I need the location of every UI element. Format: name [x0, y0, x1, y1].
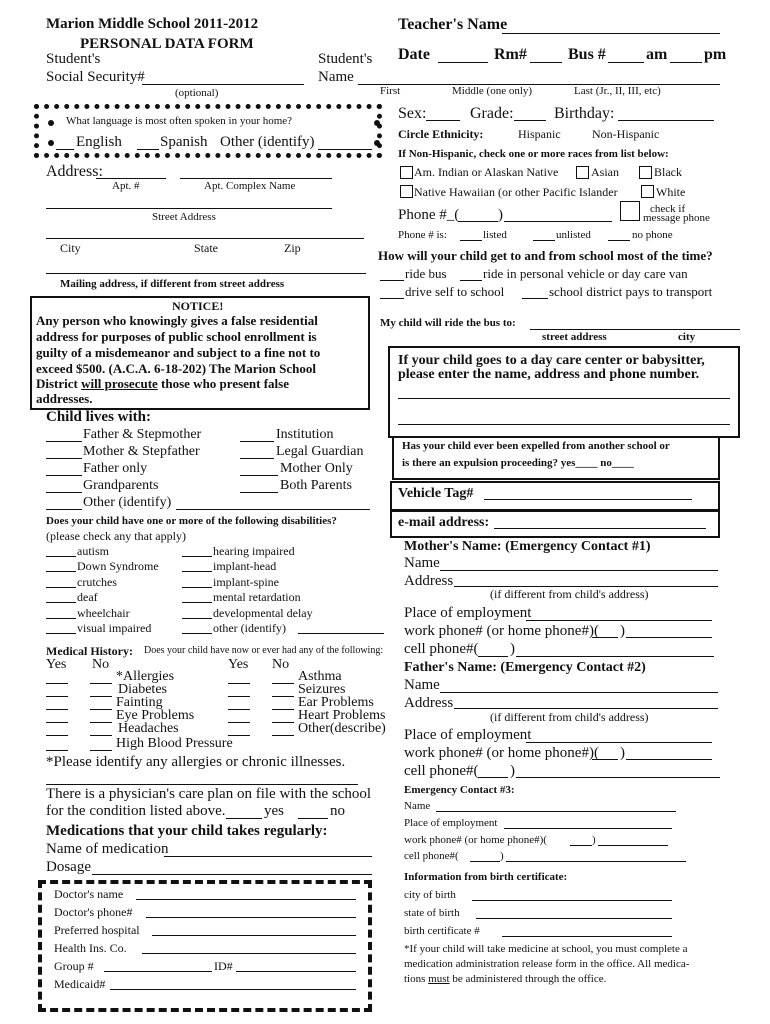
disability-blank[interactable]	[46, 602, 76, 603]
no-phone-option: no phone	[632, 229, 673, 241]
ssn-label-1: Student's	[46, 51, 101, 67]
contact3-name-field[interactable]	[436, 811, 676, 812]
mother-work-area-code[interactable]	[592, 637, 618, 638]
spanish-option: Spanish	[160, 134, 208, 150]
bullet-icon	[48, 120, 54, 126]
lives-with-option: Mother & Stepfather	[83, 444, 200, 459]
disability-blank[interactable]	[182, 602, 212, 603]
lives-with-option: Father only	[83, 461, 148, 476]
notice-line-5	[36, 377, 289, 391]
medical-condition: Diabetes	[118, 682, 167, 697]
mother-cell-field[interactable]	[516, 656, 714, 657]
medical-yes-blank[interactable]	[46, 722, 68, 723]
medical-yes-blank[interactable]	[46, 683, 68, 684]
medical-yes-blank[interactable]	[228, 696, 250, 697]
disability-option: implant-head	[213, 559, 277, 573]
listed-option: listed	[483, 229, 507, 241]
mother-address-caption: (if different from child's address)	[490, 587, 649, 601]
check-if-caption: check if	[650, 203, 686, 215]
ride-bus-blank[interactable]	[380, 280, 404, 281]
medical-no-header: No	[272, 657, 290, 672]
father-name-field[interactable]	[440, 692, 718, 693]
street-address-field[interactable]	[46, 208, 332, 209]
notice-line-2: address for purposes of public school enrollment is	[36, 329, 317, 344]
birth-city-label: city of birth	[404, 889, 456, 901]
birth-certificate-label: birth certificate #	[404, 925, 480, 937]
bus-street-caption: street address	[542, 331, 607, 343]
teacher-name-label: Teacher's Name	[398, 16, 508, 33]
no-phone-blank[interactable]	[608, 240, 630, 241]
language-question: What language is most often spoken in your home?	[66, 115, 293, 127]
vehicle-tag-field[interactable]	[484, 499, 692, 500]
contact3-work-label: work phone# (or home phone#)(	[404, 834, 547, 846]
student-name-label-2: Name	[318, 69, 354, 85]
bus-am-field[interactable]	[608, 62, 644, 63]
birth-city-field[interactable]	[472, 900, 672, 901]
disability-blank[interactable]	[46, 618, 76, 619]
lives-with-blank[interactable]	[240, 458, 274, 459]
disability-blank[interactable]	[182, 633, 212, 634]
phone-label: Phone #_(	[398, 207, 460, 223]
room-label: Rm#	[494, 46, 527, 63]
medical-no-blank[interactable]	[90, 735, 112, 736]
lives-with-option: Legal Guardian	[276, 444, 364, 459]
mailing-address-field[interactable]	[46, 273, 366, 274]
dosage-field[interactable]	[92, 874, 372, 875]
medicine-note-line-3	[404, 974, 606, 986]
district-pays-option: school district pays to transport	[549, 284, 713, 299]
contact3-work-field[interactable]	[598, 845, 668, 846]
white-label: White	[656, 185, 686, 199]
dosage-label: Dosage	[46, 859, 91, 875]
phone-is-label: Phone # is:	[398, 229, 447, 241]
medicaid-label: Medicaid#	[54, 977, 106, 991]
apt-complex-caption: Apt. Complex Name	[204, 180, 296, 192]
contact3-cell-label: cell phone#(	[404, 850, 459, 862]
notice-will-prosecute: will prosecute	[81, 376, 158, 391]
father-work-area-code[interactable]	[592, 759, 618, 760]
vehicle-tag-label: Vehicle Tag#	[398, 486, 474, 501]
lives-with-option: Grandparents	[83, 478, 159, 493]
lives-with-option: Other (identify)	[83, 495, 172, 510]
mother-work-phone-label: work phone# (or home phone#)(	[404, 623, 599, 639]
father-employment-label: Place of employment	[404, 727, 532, 743]
lives-with-other-field[interactable]	[176, 509, 370, 510]
ssn-field[interactable]	[142, 84, 304, 85]
am-label: am	[646, 46, 668, 63]
disability-option: autism	[77, 544, 109, 558]
medications-title: Medications that your child takes regularly:	[46, 823, 328, 839]
doctor-phone-field[interactable]	[146, 917, 356, 918]
date-label: Date	[398, 46, 430, 63]
id-field[interactable]	[236, 971, 356, 972]
medicaid-field[interactable]	[110, 989, 356, 990]
apt-number-caption: Apt. #	[112, 180, 140, 192]
lives-with-blank[interactable]	[46, 475, 82, 476]
race-instruction: If Non-Hispanic, check one or more races from list below:	[398, 148, 669, 160]
mother-cell-area-code[interactable]	[478, 656, 508, 657]
medical-condition: Headaches	[118, 721, 179, 736]
medical-no-blank[interactable]	[272, 696, 294, 697]
phone-paren-close: )	[498, 207, 503, 223]
contact3-employment-label: Place of employment	[404, 817, 498, 829]
medicine-note-end: be administered through the office.	[449, 973, 607, 985]
group-field[interactable]	[104, 971, 212, 972]
medical-condition: Eye Problems	[116, 708, 195, 723]
medical-yes-blank[interactable]	[46, 696, 68, 697]
mailing-address-caption: Mailing address, if different from street address	[60, 278, 285, 290]
medicine-note-line-2: medication administration release form in the office. All medica-	[404, 958, 690, 970]
medical-no-blank[interactable]	[272, 722, 294, 723]
mother-work-paren: )	[620, 623, 625, 639]
ssn-optional-note: (optional)	[175, 87, 219, 99]
pm-label: pm	[704, 46, 727, 63]
disability-option: wheelchair	[77, 606, 130, 620]
personal-vehicle-option: ride in personal vehicle or day care van	[483, 266, 688, 281]
disability-option: other (identify)	[213, 621, 286, 635]
mother-cell-label: cell phone#(	[404, 641, 479, 657]
medical-no-blank[interactable]	[272, 683, 294, 684]
state-caption: State	[194, 241, 218, 255]
medication-name-field[interactable]	[164, 856, 372, 857]
disability-blank[interactable]	[182, 556, 212, 557]
grade-field[interactable]	[514, 120, 546, 121]
contact3-cell-area-code[interactable]	[470, 861, 500, 862]
disability-option: mental retardation	[213, 590, 301, 604]
area-code-field[interactable]	[458, 221, 498, 222]
black-checkbox[interactable]	[639, 166, 652, 179]
care-plan-line-2: for the condition listed above.	[46, 803, 226, 819]
message-phone-caption: message phone	[643, 212, 710, 224]
daycare-field-2[interactable]	[398, 424, 730, 425]
medical-condition: High Blood Pressure	[116, 736, 233, 751]
care-plan-yes: yes	[264, 803, 284, 819]
bus-pm-field[interactable]	[670, 62, 702, 63]
mother-employment-field[interactable]	[526, 620, 712, 621]
hospital-label: Preferred hospital	[54, 923, 140, 937]
notice-line-4: exceed $500. (A.C.A. 6-18-202) The Marion School	[36, 361, 316, 376]
am-indian-checkbox[interactable]	[400, 166, 413, 179]
other-language-field[interactable]	[318, 149, 372, 150]
non-hispanic-option[interactable]: Non-Hispanic	[592, 127, 660, 141]
medical-no-blank[interactable]	[90, 696, 112, 697]
notice-line-5-end: those who present false	[157, 376, 289, 391]
doctor-phone-label: Doctor's phone#	[54, 905, 133, 919]
address-label: Address:	[46, 163, 103, 180]
birth-state-field[interactable]	[476, 918, 672, 919]
daycare-line-1: If your child goes to a day care center or babysitter,	[398, 353, 705, 368]
street-address-caption: Street Address	[152, 211, 216, 223]
daycare-line-2: please enter the name, address and phone number.	[398, 367, 700, 382]
notice-line-3: guilty of a misdemeanor and subject to a fine not to	[36, 345, 321, 360]
disability-option: developmental delay	[213, 606, 313, 620]
insurance-label: Health Ins. Co.	[54, 941, 127, 955]
medical-yes-blank[interactable]	[228, 709, 250, 710]
school-year: Marion Middle School 2011-2012	[46, 16, 259, 32]
apt-complex-field[interactable]	[180, 178, 332, 179]
contact3-name-label: Name	[404, 800, 431, 812]
medicine-note-must: must	[428, 973, 450, 985]
form-title: PERSONAL DATA FORM	[80, 36, 254, 52]
middle-name-caption: Middle (one only)	[452, 85, 533, 97]
personal-vehicle-blank[interactable]	[460, 280, 482, 281]
notice-line-6: addresses.	[36, 391, 93, 406]
doctor-name-label: Doctor's name	[54, 887, 124, 901]
disability-blank[interactable]	[182, 571, 212, 572]
email-label: e-mail address:	[398, 515, 490, 530]
bus-label: Bus #	[568, 46, 606, 63]
medical-no-blank[interactable]	[90, 709, 112, 710]
hospital-field[interactable]	[152, 935, 356, 936]
insurance-field[interactable]	[142, 953, 356, 954]
lives-with-option: Both Parents	[280, 478, 352, 493]
other-language-option: Other (identify)	[220, 134, 315, 150]
medicine-note-tions: tions	[404, 973, 429, 985]
zip-caption: Zip	[284, 241, 301, 255]
bus-city-caption: city	[678, 331, 696, 343]
father-cell-label: cell phone#(	[404, 763, 479, 779]
doctor-name-field[interactable]	[136, 899, 356, 900]
daycare-field-1[interactable]	[398, 398, 730, 399]
hawaiian-label: Native Hawaiian (or other Pacific Islander	[414, 185, 618, 199]
father-name-label: Name	[404, 677, 440, 693]
disability-option: hearing impaired	[213, 544, 295, 558]
father-cell-field[interactable]	[516, 777, 720, 778]
sex-field[interactable]	[426, 120, 460, 121]
medical-no-blank[interactable]	[272, 709, 294, 710]
mother-name-field[interactable]	[440, 570, 718, 571]
last-name-caption: Last (Jr., II, III, etc)	[574, 85, 661, 97]
email-field[interactable]	[494, 528, 706, 529]
mother-address-label: Address	[404, 573, 454, 589]
medical-no-blank[interactable]	[90, 750, 112, 751]
mother-title: Mother's Name: (Emergency Contact #1)	[404, 539, 651, 554]
white-checkbox[interactable]	[641, 185, 654, 198]
group-label: Group #	[54, 959, 94, 973]
medical-no-header: No	[92, 657, 110, 672]
message-phone-checkbox[interactable]	[620, 201, 640, 221]
medical-no-blank[interactable]	[272, 735, 294, 736]
sex-label: Sex:	[398, 105, 427, 122]
english-blank[interactable]	[56, 149, 74, 150]
care-plan-yes-blank[interactable]	[226, 818, 262, 819]
mother-employment-label: Place of employment	[404, 605, 532, 621]
disability-blank[interactable]	[46, 633, 76, 634]
medical-condition: Heart Problems	[298, 708, 386, 723]
notice-title: NOTICE!	[172, 299, 224, 313]
student-name-field[interactable]	[358, 84, 720, 85]
id-label: ID#	[214, 959, 233, 973]
medical-no-blank[interactable]	[90, 722, 112, 723]
teacher-name-field[interactable]	[502, 33, 720, 34]
medical-yes-blank[interactable]	[46, 709, 68, 710]
care-plan-no-blank[interactable]	[298, 818, 328, 819]
father-address-caption: (if different from child's address)	[490, 710, 649, 724]
medical-yes-header: Yes	[46, 657, 67, 672]
disability-option: crutches	[77, 575, 117, 589]
medical-yes-blank[interactable]	[228, 683, 250, 684]
disability-blank[interactable]	[46, 571, 76, 572]
spanish-blank[interactable]	[137, 149, 159, 150]
lives-with-blank[interactable]	[240, 492, 278, 493]
father-cell-area-code[interactable]	[478, 777, 508, 778]
lives-with-option: Mother Only	[280, 461, 353, 476]
lives-with-option: Institution	[276, 427, 334, 442]
city-caption: City	[60, 241, 81, 255]
notice-district-text: District	[36, 376, 82, 391]
disability-blank[interactable]	[182, 618, 212, 619]
birthday-label: Birthday:	[554, 105, 615, 122]
bullet-icon	[48, 140, 54, 146]
drive-self-option: drive self to school	[405, 284, 505, 299]
medical-history-title: Medical History:	[46, 644, 133, 658]
medical-condition: Fainting	[116, 695, 163, 710]
room-field[interactable]	[530, 62, 562, 63]
drive-self-blank[interactable]	[380, 298, 404, 299]
bullet-icon	[374, 140, 380, 146]
father-work-phone-field[interactable]	[626, 759, 712, 760]
asian-checkbox[interactable]	[576, 166, 589, 179]
contact3-employment-field[interactable]	[504, 828, 672, 829]
disability-blank[interactable]	[46, 556, 76, 557]
lives-with-title: Child lives with:	[46, 409, 152, 425]
bus-to-label: My child will ride the bus to:	[380, 317, 516, 329]
father-cell-paren: )	[510, 763, 515, 779]
am-indian-label: Am. Indian or Alaskan Native	[414, 165, 559, 179]
father-employment-field[interactable]	[526, 742, 712, 743]
apt-number-field[interactable]	[96, 178, 166, 179]
listed-blank[interactable]	[460, 240, 482, 241]
medical-yes-blank[interactable]	[228, 735, 250, 736]
medical-condition: *Allergies	[116, 669, 175, 684]
contact3-cell-field[interactable]	[506, 861, 686, 862]
medical-yes-blank[interactable]	[46, 735, 68, 736]
medical-condition: Seizures	[298, 682, 346, 697]
birth-state-label: state of birth	[404, 907, 460, 919]
medicine-note-line-1: *If your child will take medicine at school, you must complete a	[404, 943, 688, 955]
disability-option: implant-spine	[213, 575, 279, 589]
bullet-icon	[374, 120, 380, 126]
contact3-work-paren: )	[592, 834, 596, 846]
lives-with-blank[interactable]	[46, 441, 82, 442]
contact3-cell-paren: )	[500, 850, 504, 862]
medical-yes-blank[interactable]	[228, 722, 250, 723]
date-field[interactable]	[438, 62, 488, 63]
allergy-field[interactable]	[46, 784, 358, 785]
mother-name-label: Name	[404, 555, 440, 571]
lives-with-blank[interactable]	[46, 509, 82, 510]
unlisted-blank[interactable]	[533, 240, 555, 241]
disability-option: deaf	[77, 590, 98, 604]
district-pays-blank[interactable]	[522, 298, 548, 299]
lives-with-blank[interactable]	[46, 492, 82, 493]
care-plan-no: no	[330, 803, 345, 819]
medical-condition: Ear Problems	[298, 695, 374, 710]
english-option: English	[76, 134, 122, 150]
ethnicity-label: Circle Ethnicity:	[398, 127, 484, 141]
disabilities-note: (please check any that apply)	[46, 529, 186, 543]
hawaiian-checkbox[interactable]	[400, 185, 413, 198]
disability-option: Down Syndrome	[77, 559, 159, 573]
other-disability-field[interactable]	[298, 633, 384, 634]
medical-yes-header: Yes	[228, 657, 249, 672]
mother-cell-paren: )	[510, 641, 515, 657]
asian-label: Asian	[591, 165, 619, 179]
ssn-label-2: Social Security#	[46, 69, 145, 85]
medical-yes-blank[interactable]	[46, 750, 68, 751]
medical-condition: Other(describe)	[298, 721, 386, 736]
black-label: Black	[654, 165, 682, 179]
birth-certificate-field[interactable]	[502, 936, 672, 937]
phone-number-field[interactable]	[504, 221, 612, 222]
notice-line-1: Any person who knowingly gives a false residential	[36, 313, 318, 328]
father-address-field[interactable]	[454, 708, 718, 709]
disability-option: visual impaired	[77, 621, 152, 635]
city-state-zip-field[interactable]	[46, 238, 364, 239]
grade-label: Grade:	[470, 105, 514, 122]
expulsion-line-2[interactable]: is there an expulsion proceeding? yes____ no____	[402, 457, 634, 469]
father-work-phone-label: work phone# (or home phone#)(	[404, 745, 599, 761]
contact3-title: Emergency Contact #3:	[404, 784, 515, 796]
ride-bus-option: ride bus	[405, 266, 447, 281]
father-work-paren: )	[620, 745, 625, 761]
student-name-label-1: Student's	[318, 51, 373, 67]
transport-question: How will your child get to and from school most of the time?	[378, 248, 713, 263]
disabilities-question: Does your child have one or more of the following disabilities?	[46, 515, 337, 527]
medication-name-label: Name of medication	[46, 841, 169, 857]
medical-no-blank[interactable]	[90, 683, 112, 684]
first-name-caption: First	[380, 85, 401, 97]
medical-history-subtitle: Does your child have now or ever had any of the following:	[144, 645, 384, 656]
birth-title: Information from birth certificate:	[404, 871, 568, 883]
mother-work-phone-field[interactable]	[626, 637, 712, 638]
bus-to-field[interactable]	[530, 329, 740, 330]
disability-blank[interactable]	[46, 587, 76, 588]
allergy-note: *Please identify any allergies or chronic illnesses.	[46, 754, 346, 770]
expulsion-line-1: Has your child ever been expelled from another school or	[402, 440, 670, 452]
care-plan-line-1: There is a physician's care plan on file with the school	[46, 786, 372, 802]
lives-with-blank[interactable]	[240, 475, 278, 476]
birthday-field[interactable]	[618, 120, 714, 121]
father-title: Father's Name: (Emergency Contact #2)	[404, 660, 646, 675]
lives-with-option: Father & Stepmother	[83, 427, 202, 442]
father-address-label: Address	[404, 695, 454, 711]
hispanic-option[interactable]: Hispanic	[518, 127, 561, 141]
unlisted-option: unlisted	[556, 229, 591, 241]
lives-with-blank[interactable]	[240, 441, 274, 442]
lives-with-blank[interactable]	[46, 458, 82, 459]
disability-blank[interactable]	[182, 587, 212, 588]
medical-condition: Asthma	[298, 669, 342, 684]
contact3-work-area-code[interactable]	[570, 845, 592, 846]
